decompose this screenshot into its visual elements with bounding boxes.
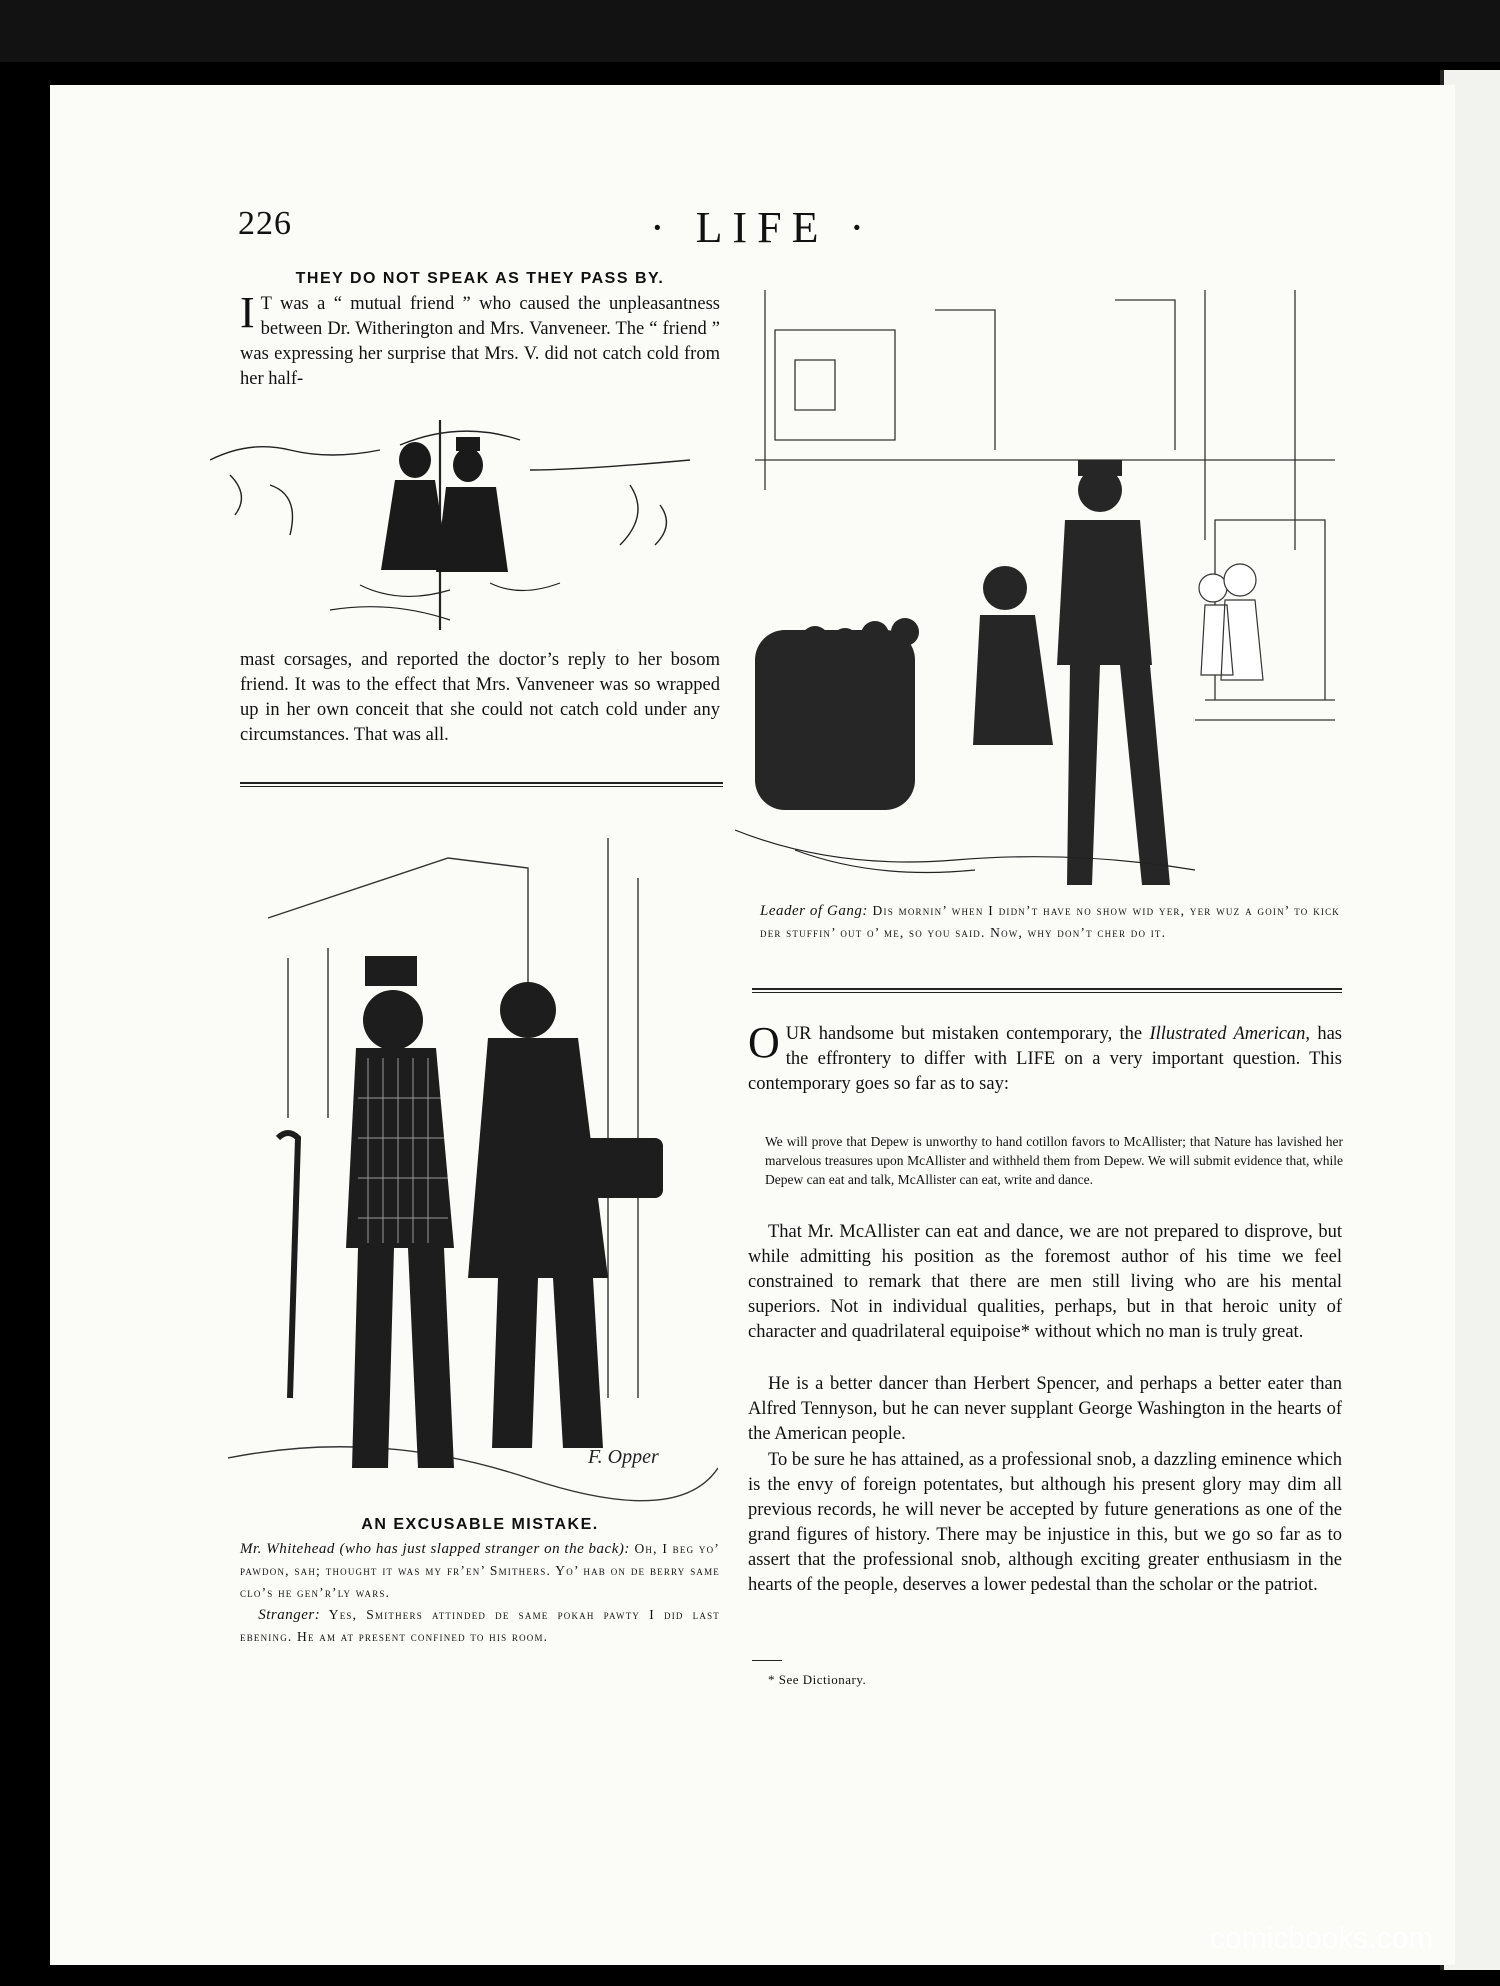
article-speak-text1: T was a “ mutual friend ” who caused the unpleasantness between Dr. Witherington and Mrs. Vanveneer. The “ friend ” was expressing her surprise that Mrs. V. did not catch cold from her half- [240,294,720,389]
p1b: , has the effrontery to differ with [785,1024,1343,1069]
watermark: comicbooks.com [1210,1922,1434,1955]
illustration-couple [210,415,710,630]
caption-gang [760,900,1340,944]
dropcap: I [240,288,255,337]
masthead: · LIFE · [650,203,875,252]
scan-top-strip [0,0,1500,62]
illustration-mistake [228,838,718,1518]
article-speak-para1 [240,288,720,392]
artist-signature: F. Opper [588,1446,659,1468]
caption-gang-text: Dis mornin’ when I didn’t have no show wid yer, yer wuz a goin’ to kick der stuffin’ out o’ me, so you said. Now, why don’t cher do it. [760,903,1340,940]
article-speak-para2: mast corsages, and reported the doctor’s reply to her bosom friend. It was to the effect that Mrs. Vanveneer was so wrapped up in her own conceit that she could not catch cold under any circumstances. That was all. [240,650,720,745]
article-mcallister-para3: He is a better dancer than Herbert Spencer, and perhaps a better eater than Alfred Tennyson, but he can never supplant George Washington in the hearts of the American people. [748,1374,1342,1444]
caption-mistake [240,1538,720,1648]
life-name: LIFE [1016,1049,1056,1069]
column-rule-right [752,988,1342,993]
caption-line-whitehead: Oh, I beg yo’ pawdon, sah; thought it was my fr’en’ Smithers. Yo’ hab on de berry same clo’s he gen’r’ly wars. [240,1541,721,1600]
article-mcallister-para1 [748,1018,1343,1097]
caption-speaker-stranger: Stranger: [258,1607,321,1623]
caption-speaker-whitehead: Mr. Whitehead [240,1541,335,1557]
publication-name: Illustrated American [1149,1024,1306,1044]
p1c: on a very important question. This contemporary goes so far as to say: [748,1049,1342,1094]
footnote: * See Dictionary. [768,1672,867,1687]
caption-line-stranger: Yes, Smithers attinded de same pokah pawty I did last ebening. He am at present confined to his room. [240,1607,720,1644]
column-rule [240,782,723,787]
p1a: UR handsome but mistaken contemporary, the [785,1024,1150,1044]
article-title-speak: THEY DO NOT SPEAK AS THEY PASS BY. [295,270,665,287]
article-mcallister-para2: That Mr. McAllister can eat and dance, we are not prepared to disprove, but while admitting his position as the foremost author of his time we feel constrained to remark that there are men still living who are his mental superiors. Not in individual qualities, perhaps, but in that heroic unity of character and quadrilateral equipoise* without which no man is truly great. [748,1222,1342,1342]
page-number: 226 [238,205,292,242]
footnote-rule [752,1660,782,1661]
quoted-passage: We will prove that Depew is unworthy to hand cotillon favors to McAllister; that Nature has lavished her marvelous treasures upon McAllister and withheld them from Depew. We will submit evidence that, while Depew can eat and talk, McAllister can eat, write and dance. [765,1134,1343,1187]
caption-gang-speaker: Leader of Gang: [760,903,868,919]
caption-stage-direction: (who has just slapped stranger on the back): [339,1541,630,1557]
illustration-gang [735,270,1345,895]
dropcap-o: O [748,1018,780,1067]
article-mcallister-para4: To be sure he has attained, as a professional snob, a dazzling eminence which is the envy of foreign potentates, but although his present glory may dim all previous records, he will never be accepted by future generations as one of the grand figures of history. There may be injustice in this, but we go so far as to assert that the professional snob, although exciting greater enthusiasm in the hearts of the people, deserves a lower pedestal than the scholar or the patriot. [748,1450,1342,1595]
cartoon-title-mistake: AN EXCUSABLE MISTAKE. [361,1516,599,1533]
